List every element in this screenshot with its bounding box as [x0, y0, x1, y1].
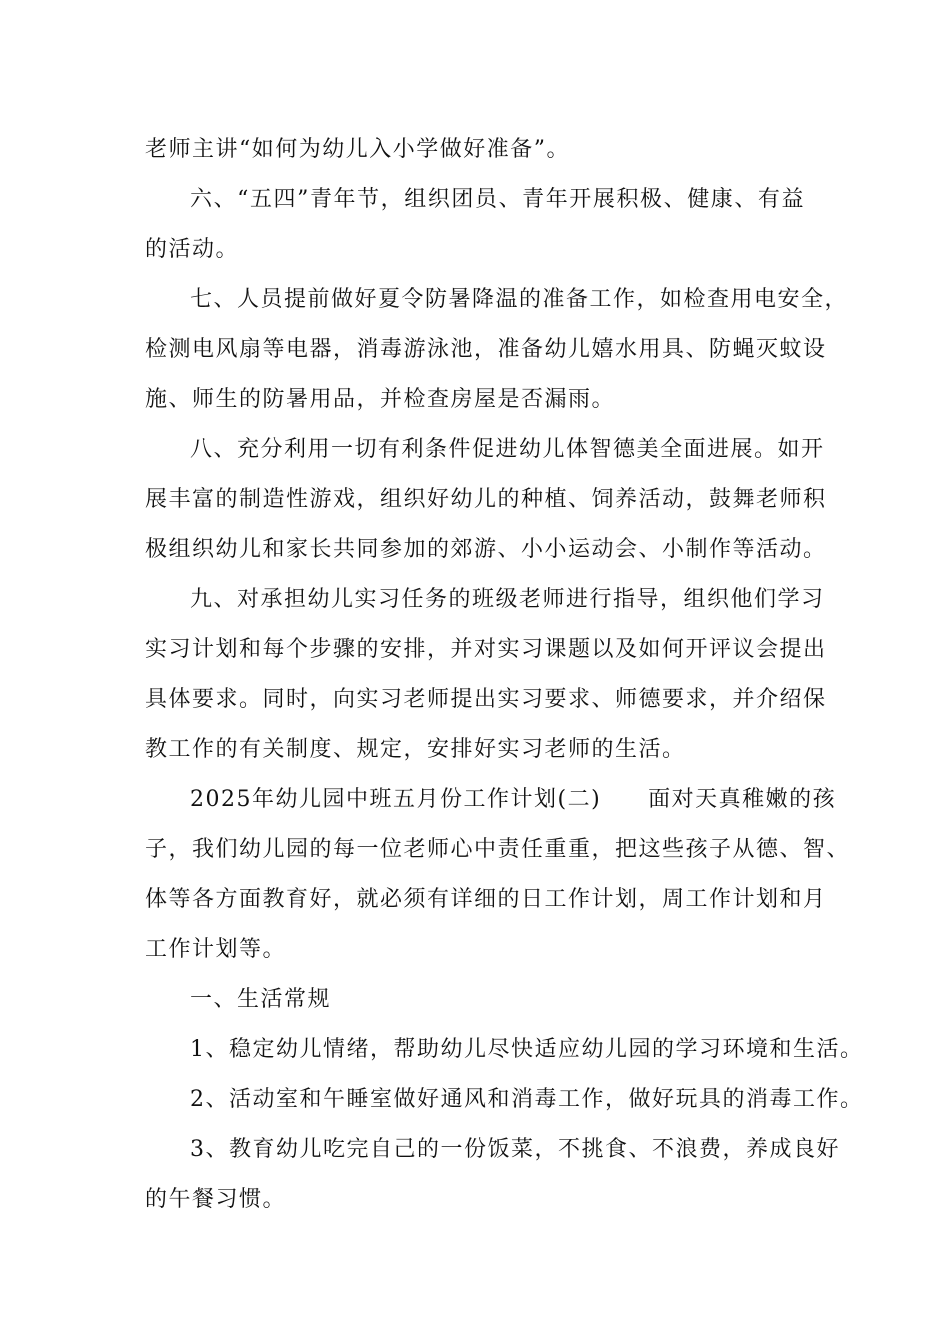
list-item: 2、活动室和午睡室做好通风和消毒工作，做好玩具的消毒工作。 — [190, 1087, 864, 1112]
text-line: 老师主讲“如何为幼儿入小学做好准备”。 — [145, 137, 570, 162]
text-line: 体等各方面教育好，就必须有详细的日工作计划，周工作计划和月 — [145, 887, 827, 912]
text-line: 工作计划等。 — [145, 937, 287, 962]
text-line: 的活动。 — [145, 237, 240, 262]
paragraph-7-line-1: 七、人员提前做好夏令防暑降温的准备工作，如检查用电安全， — [190, 287, 849, 312]
text-line: 检测电风扇等电器，消毒游泳池，准备幼儿嬉水用具、防蝇灭蚊设 — [145, 337, 827, 362]
section-heading-plan-2: 2025年幼儿园中班五月份工作计划(二) 面对天真稚嫩的孩 — [190, 787, 837, 812]
text-line: 极组织幼儿和家长共同参加的郊游、小小运动会、小制作等活动。 — [145, 537, 827, 562]
text-line: 施、师生的防暑用品，并检查房屋是否漏雨。 — [145, 387, 616, 412]
paragraph-6-line-1: 六、“五四”青年节，组织团员、青年开展积极、健康、有益 — [190, 187, 805, 212]
text-line: 的午餐习惯。 — [145, 1187, 287, 1212]
paragraph-8-line-1: 八、充分利用一切有利条件促进幼儿体智德美全面进展。如开 — [190, 437, 825, 462]
subheading-life-routine: 一、生活常规 — [190, 987, 332, 1012]
text-line: 子，我们幼儿园的每一位老师心中责任重重，把这些孩子从德、智、 — [145, 837, 851, 862]
text-line: 具体要求。同时，向实习老师提出实习要求、师德要求，并介绍保 — [145, 687, 827, 712]
list-item: 1、稳定幼儿情绪，帮助幼儿尽快适应幼儿园的学习环境和生活。 — [190, 1037, 864, 1062]
paragraph-9-line-1: 九、对承担幼儿实习任务的班级老师进行指导，组织他们学习 — [190, 587, 825, 612]
text-line: 展丰富的制造性游戏，组织好幼儿的种植、饲养活动，鼓舞老师积 — [145, 487, 827, 512]
list-item: 3、教育幼儿吃完自己的一份饭菜，不挑食、不浪费，养成良好 — [190, 1137, 840, 1162]
text-line: 教工作的有关制度、规定，安排好实习老师的生活。 — [145, 737, 686, 762]
text-line: 实习计划和每个步骤的安排，并对实习课题以及如何开评议会提出 — [145, 637, 827, 662]
